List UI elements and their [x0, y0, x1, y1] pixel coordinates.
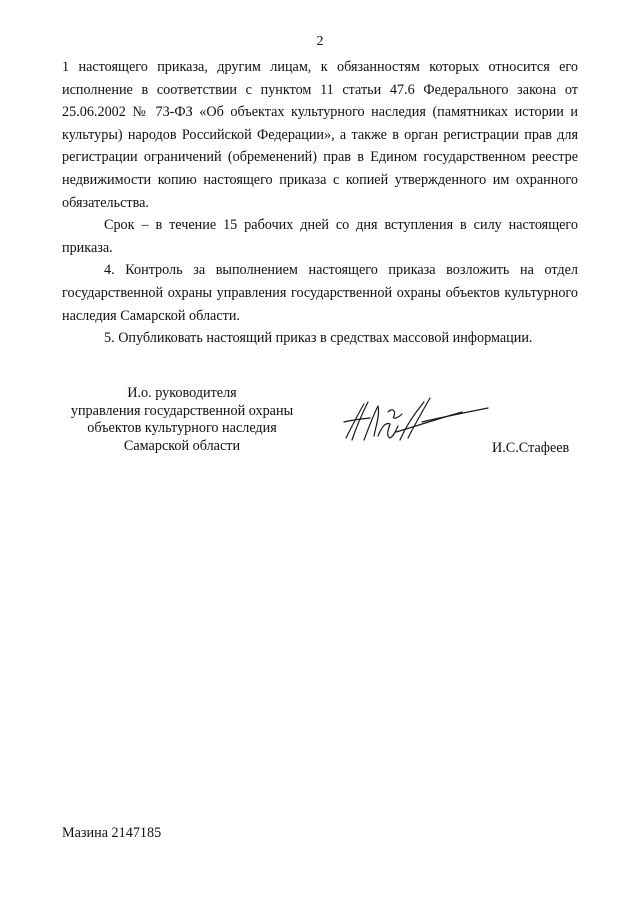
executor-info: Мазина 2147185 — [62, 825, 162, 841]
handwritten-signature — [338, 392, 498, 456]
document-body — [62, 56, 578, 350]
paragraph-continuation: 1 настоящего приказа, другим лицам, к обязанностям которых относится его исполнение в соответствии с пунктом 11 статьи 47.6 Федерального закона от 25.06.2002 № 73-ФЗ «Об объектах культурного наследия (памятниках истории и культуры) народов Российской Федерации», а также в орган регистрации прав для регистрации ограничений (обременений) прав в Едином государственном реестре недвижимости копию настоящего приказа с копией утвержденного им охранного обязательства. — [62, 59, 578, 211]
signatory-title-line: И.о. руководителя — [127, 385, 237, 401]
signatory-title — [62, 385, 302, 455]
signatory-name: И.С.Стафеев — [492, 440, 570, 456]
signatory-title-line: Самарской области — [123, 437, 241, 454]
page-number: 2 — [316, 34, 324, 49]
paragraph-item-4: 4. Контроль за выполнением настоящего приказа возложить на отдел государственной охраны управления государственной охраны объектов культурного наследия Самарской области. — [62, 262, 578, 324]
paragraph-item-5: 5. Опубликовать настоящий приказ в средствах массовой информации. — [104, 330, 533, 347]
paragraph-deadline: Срок – в течение 15 рабочих дней со дня вступления в силу настоящего приказа. — [62, 217, 578, 256]
signatory-title-line: управления государственной охраны — [70, 402, 294, 419]
signatory-title-line: объектов культурного наследия — [87, 420, 277, 436]
